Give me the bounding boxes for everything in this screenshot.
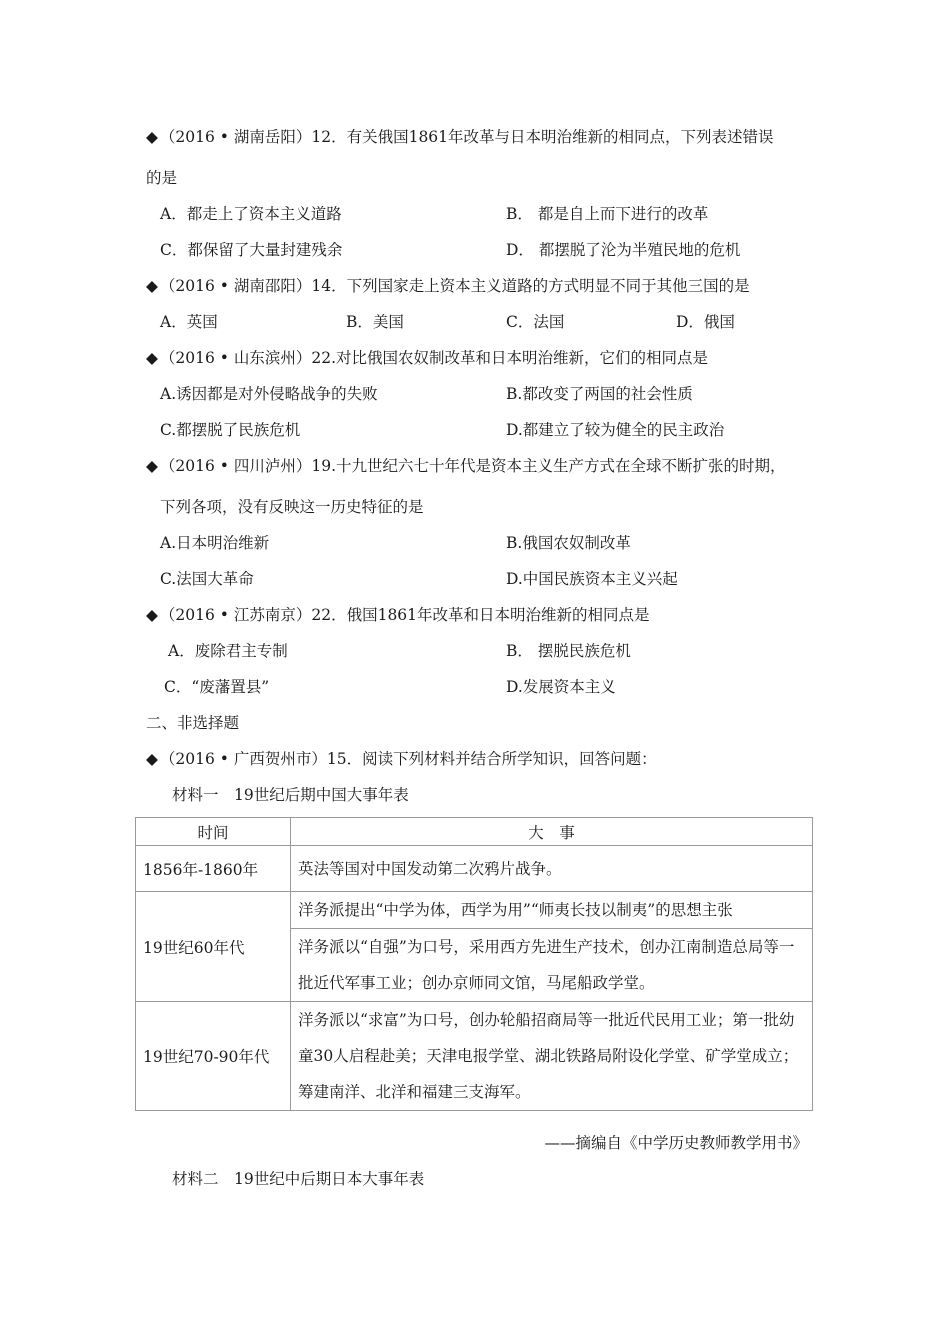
table-row [136, 892, 813, 929]
option-a: A.诱因都是对外侵略战争的失败 [160, 385, 378, 403]
question-19-stem-cont: 下列各项，没有反映这一历史特征的是 [160, 498, 424, 516]
event-cell: 洋务派以“求富”为口号，创办轮船招商局等一批近代民用工业；第一批幼童30人启程赴美；天津电报学堂、湖北铁路局附设化学堂、矿学堂成立；筹建南洋、北洋和福建三支海军。 [291, 1002, 813, 1111]
table-header-row [136, 818, 813, 846]
diamond-bullet-icon: ◆ [146, 128, 158, 146]
question-22-nanjing-stem [146, 605, 650, 625]
question-text: （2016 • 湖南邵阳）14．下列国家走上资本主义道路的方式明显不同于其他三国的是 [159, 277, 750, 295]
option-b: B． 摆脱民族危机 [506, 642, 631, 660]
option-b: B.都改变了两国的社会性质 [506, 385, 693, 403]
question-22-binzhou-stem [146, 348, 708, 368]
option-a: A．都走上了资本主义道路 [160, 205, 342, 223]
time-cell: 1856年-1860年 [136, 846, 291, 892]
option-b: B． 都是自上而下进行的改革 [506, 205, 709, 223]
option-d: D.都建立了较为健全的民主政治 [506, 421, 725, 439]
question-text: （2016 • 四川泸州）19.十九世纪六七十年代是资本主义生产方式在全球不断扩张的时期， [159, 457, 786, 475]
table-row [136, 846, 813, 892]
option-c: C．“废藩置县” [164, 678, 270, 696]
option-b: B．美国 [346, 313, 404, 331]
diamond-bullet-icon: ◆ [146, 606, 158, 624]
option-c: C.法国大革命 [160, 570, 254, 588]
question-text: （2016 • 山东滨州）22.对比俄国农奴制改革和日本明治维新，它们的相同点是 [159, 349, 709, 367]
section-heading: 二、非选择题 [146, 714, 240, 732]
diamond-bullet-icon: ◆ [146, 750, 158, 768]
option-a: A．英国 [160, 313, 218, 331]
option-c: C．法国 [506, 313, 565, 331]
question-19-stem [146, 456, 786, 476]
option-d: D.发展资本主义 [506, 678, 616, 696]
question-12-stem-cont: 的是 [146, 169, 178, 187]
table-row [136, 1002, 813, 1111]
time-cell: 19世纪70-90年代 [136, 1002, 291, 1111]
option-a: A.日本明治维新 [160, 534, 270, 552]
event-cell: 英法等国对中国发动第二次鸦片战争。 [291, 846, 813, 892]
question-text: （2016 • 广西贺州市）15．阅读下列材料并结合所学知识，回答问题： [159, 750, 657, 768]
option-a: A．废除君主专制 [168, 642, 288, 660]
material-2-title: 材料二 19世纪中后期日本大事年表 [172, 1170, 425, 1188]
option-d: D.中国民族资本主义兴起 [506, 570, 678, 588]
option-c: C.都摆脱了民族危机 [160, 421, 301, 439]
material-1-title: 材料一 19世纪后期中国大事年表 [172, 786, 409, 804]
event-cell: 洋务派提出“中学为体，西学为用”“师夷长技以制夷”的思想主张 [291, 892, 813, 929]
option-c: C．都保留了大量封建残余 [160, 241, 343, 259]
option-b: B.俄国农奴制改革 [506, 534, 631, 552]
question-12-stem [146, 127, 774, 147]
question-text: （2016 • 江苏南京）22．俄国1861年改革和日本明治维新的相同点是 [159, 606, 650, 624]
event-cell: 洋务派以“自强”为口号，采用西方先进生产技术，创办江南制造总局等一批近代军事工业；创办京师同文馆，马尾船政学堂。 [291, 929, 813, 1002]
header-events: 大 事 [291, 818, 813, 846]
question-14-stem [146, 276, 750, 296]
chronology-table [135, 817, 813, 1111]
diamond-bullet-icon: ◆ [146, 457, 158, 475]
question-text: （2016 • 湖南岳阳）12．有关俄国1861年改革与日本明治维新的相同点，下列表述错误 [159, 128, 774, 146]
time-cell: 19世纪60年代 [136, 892, 291, 1002]
question-15-stem [146, 749, 657, 769]
diamond-bullet-icon: ◆ [146, 277, 158, 295]
header-time: 时间 [136, 818, 291, 846]
diamond-bullet-icon: ◆ [146, 349, 158, 367]
option-d: D．俄国 [676, 313, 735, 331]
source-citation: ——摘编自《中学历史教师教学用书》 [544, 1134, 808, 1152]
option-d: D． 都摆脱了沦为半殖民地的危机 [506, 241, 741, 259]
